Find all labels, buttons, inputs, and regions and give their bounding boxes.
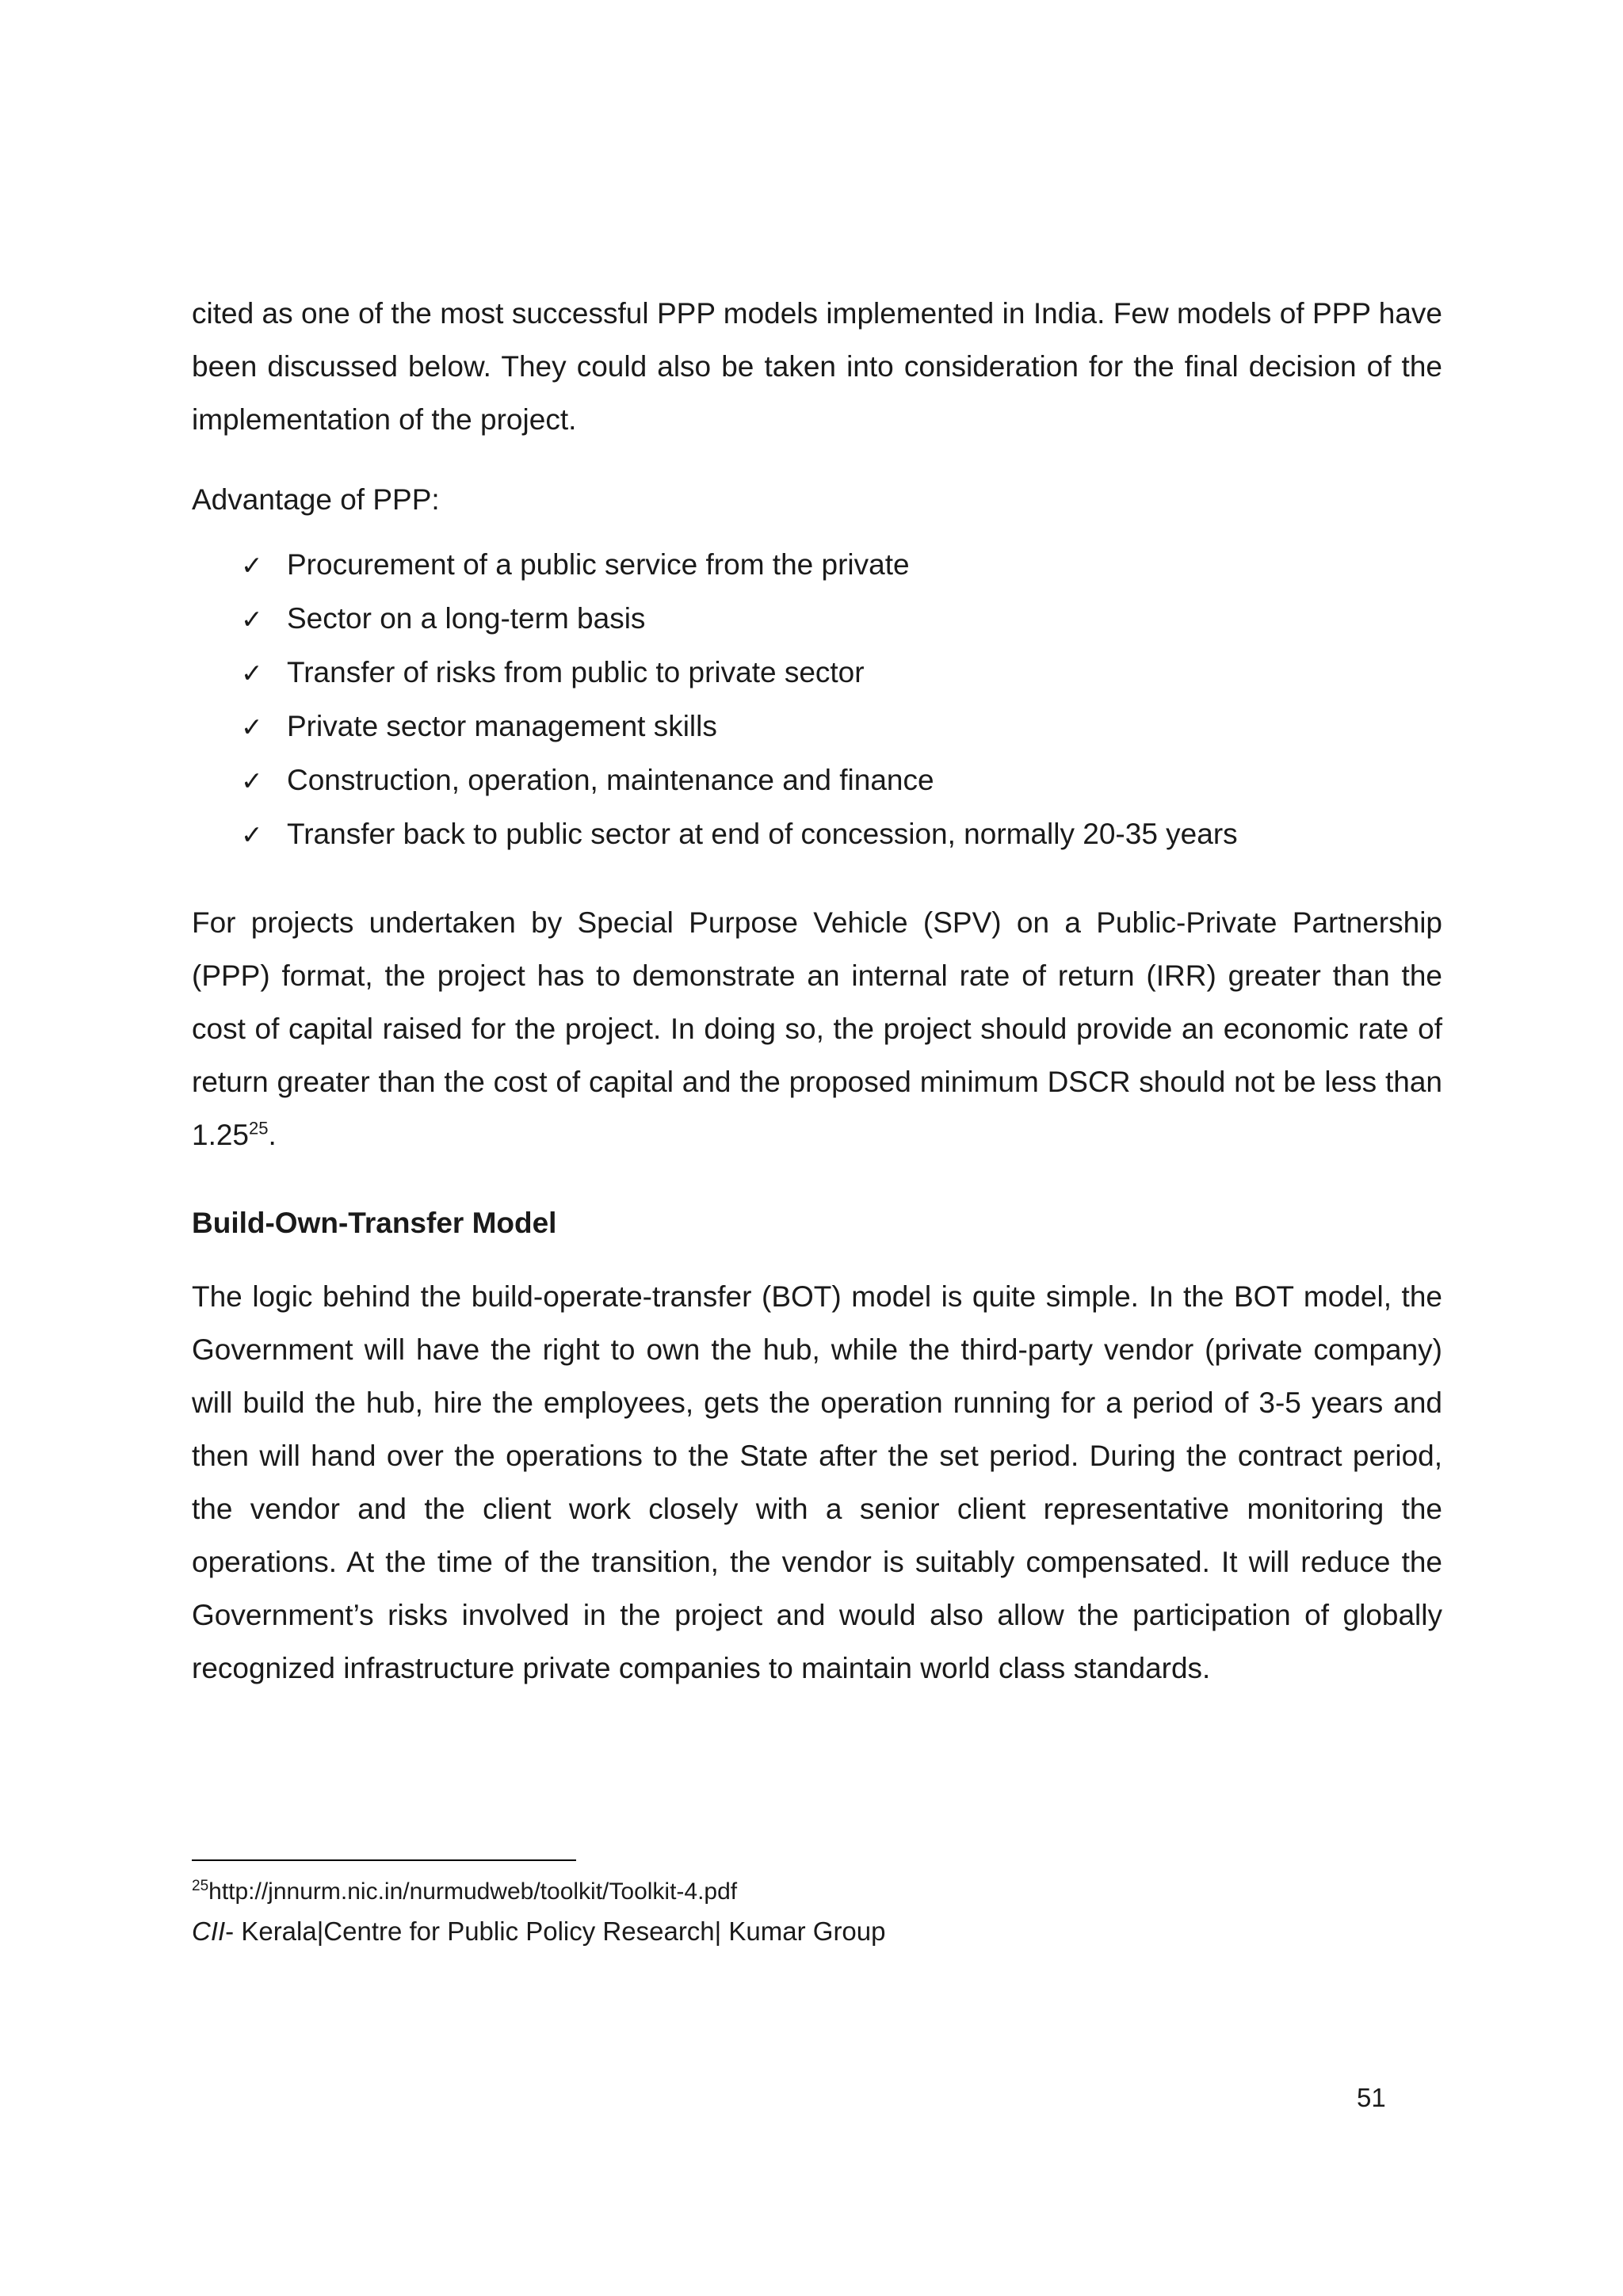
list-item-text: Private sector management skills bbox=[287, 710, 717, 742]
list-item bbox=[241, 592, 1442, 646]
footnote-reference[interactable]: 25 bbox=[249, 1118, 269, 1138]
checkmark-icon: ✓ bbox=[241, 658, 263, 688]
list-item-text: Transfer of risks from public to private sector bbox=[287, 656, 865, 688]
footnote-number: 25 bbox=[192, 1878, 209, 1894]
checkmark-icon: ✓ bbox=[241, 711, 263, 742]
list-item-text: Construction, operation, maintenance and finance bbox=[287, 764, 934, 796]
footnote bbox=[192, 1876, 737, 1908]
section-heading: Build-Own-Transfer Model bbox=[192, 1207, 557, 1239]
checkmark-icon: ✓ bbox=[241, 604, 263, 635]
footer-org: CII bbox=[192, 1917, 226, 1946]
page-footer bbox=[192, 1914, 886, 1949]
advantages-label: Advantage of PPP: bbox=[192, 483, 440, 516]
list-item bbox=[241, 646, 1442, 700]
checkmark-icon: ✓ bbox=[241, 550, 263, 581]
sentence-end: . bbox=[268, 1119, 277, 1151]
page-body bbox=[192, 287, 1442, 1695]
list-item bbox=[241, 700, 1442, 753]
footer-text: - Kerala|Centre for Public Policy Research| Kumar Group bbox=[225, 1917, 886, 1946]
list-item-text: Transfer back to public sector at end of concession, normally 20-35 years bbox=[287, 818, 1238, 850]
dscr-value: 1.25 bbox=[192, 1119, 250, 1151]
checkmark-icon: ✓ bbox=[241, 819, 263, 850]
list-item-text: Sector on a long-term basis bbox=[287, 602, 646, 635]
footnote-divider bbox=[192, 1859, 576, 1861]
bot-paragraph: The logic behind the build-operate-transfer (BOT) model is quite simple. In the BOT model, the Government will have the right to own the hub, while the third-party vendor (private company) will build the hub, hire the employees, gets the operation running for a period of 3-5 years and then will hand over the operations to the State after the set period. During the contract period, the vendor and the client work closely with a senior client representative monitoring the operations. At the time of the transition, the vendor is suitably compensated. It will reduce the Government’s risks involved in the project and would also allow the participation of globally recognized infrastructure private companies to maintain world class standards. bbox=[192, 1280, 1442, 1684]
footnote-link[interactable]: http://jnnurm.nic.in/nurmudweb/toolkit/Toolkit-4.pdf bbox=[208, 1878, 738, 1905]
page-number: 51 bbox=[1357, 2083, 1386, 2112]
list-item bbox=[241, 538, 1442, 592]
advantages-list bbox=[192, 538, 1442, 861]
dscr-value-line bbox=[192, 1108, 1442, 1161]
spv-paragraph: For projects undertaken by Special Purpose Vehicle (SPV) on a Public-Private Partnership (PPP) format, the project has to demonstrate an internal rate of return (IRR) greater than the cost of capital raised for the project. In doing so, the project should provide an economic rate of return greater than the cost of capital and the proposed minimum DSCR should not be less than bbox=[192, 906, 1442, 1098]
list-item bbox=[241, 753, 1442, 807]
list-item bbox=[241, 807, 1442, 861]
checkmark-icon: ✓ bbox=[241, 765, 263, 796]
intro-paragraph: cited as one of the most successful PPP models implemented in India. Few models of PPP have been discussed below. They could also be taken into consideration for the final decision of the implementation of the project. bbox=[192, 297, 1442, 436]
list-item-text: Procurement of a public service from the private bbox=[287, 548, 910, 581]
